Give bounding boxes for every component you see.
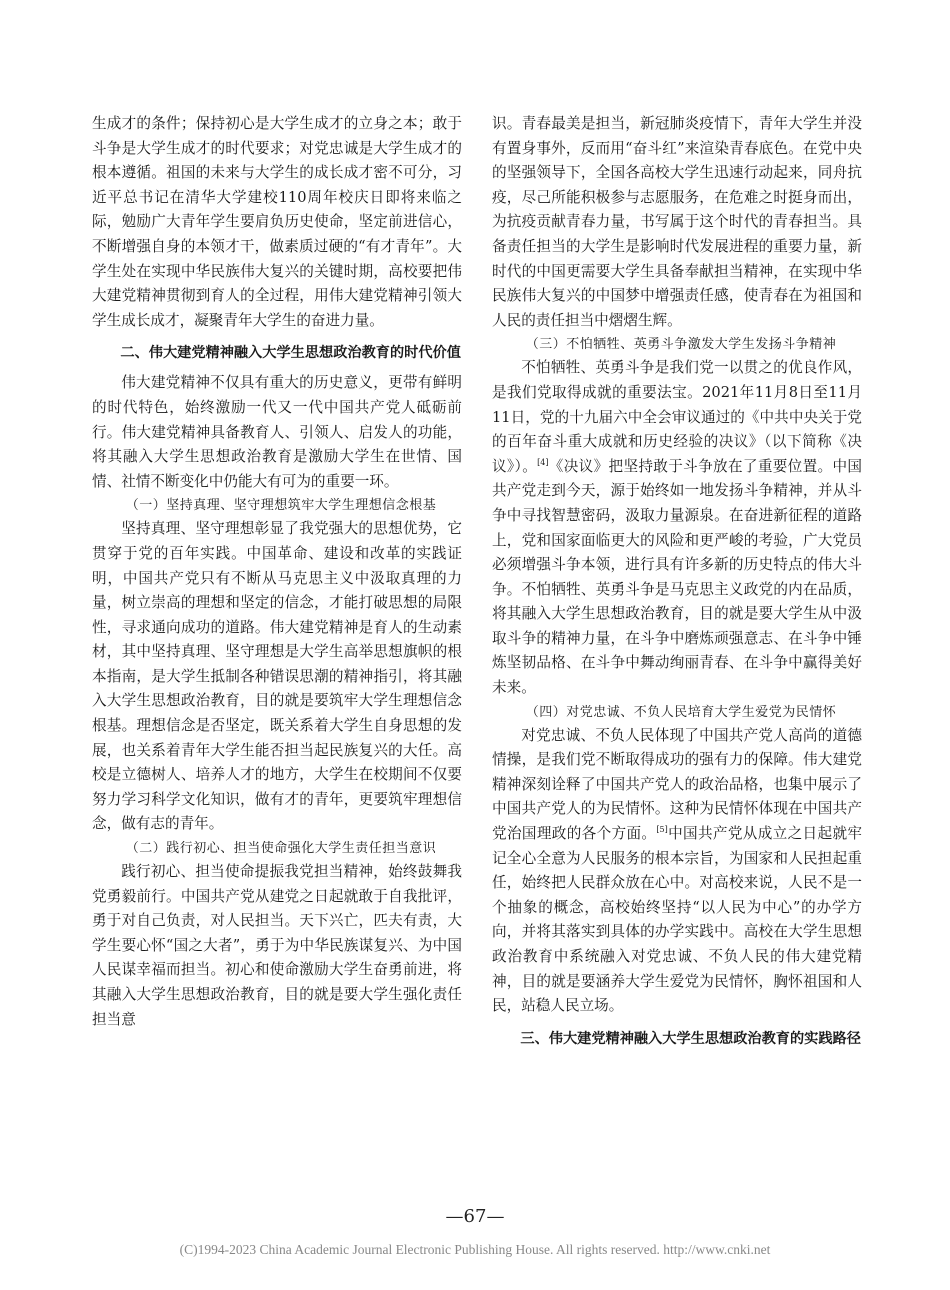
paragraph: 伟大建党精神不仅具有重大的历史意义，更带有鲜明的时代特色，始终激励一代又一代中国共产党人砥砺前行。伟大建党精神具备教育人、引领人、启发人的功能，将其融入大学生思想政治教育是激励大学生在世情、国情、社情不断变化中仍能大有可为的重要一环。 — [92, 374, 462, 490]
left-column — [92, 112, 462, 1032]
paragraph-text: 不怕牺牲、英勇斗争是我们党一以贯之的优良作风，是我们党取得成就的重要法宝。2021年11月8日至11月11日，党的十九届六中全会审议通过的《中共中央关于党的百年奋斗重大成就和历史经验的决议》（以下简称《决议》）。 — [492, 359, 862, 475]
paragraph-text: 对党忠诚、不负人民体现了中国共产党人高尚的道德情操，是我们党不断取得成功的强有力的保障。伟大建党精神深刻诠释了中国共产党人的政治品格，也集中展示了中国共产党人的为民情怀。这种为民情怀体现在中国共产党治国理政的各个方面。 — [492, 726, 862, 843]
subsection-heading: （三）不怕牺牲、英勇斗争激发大学生发扬斗争精神 — [525, 337, 837, 353]
citation-ref[interactable]: [4] — [537, 457, 549, 467]
citation-ref[interactable]: [5] — [656, 825, 668, 835]
page-number: —67— — [445, 1206, 505, 1227]
paragraph — [492, 356, 862, 700]
subsection-heading: （一）坚持真理、坚守理想筑牢大学生理想信念根基 — [125, 498, 437, 514]
section-heading: 三、伟大建党精神融入大学生思想政治教育的实践路径 — [520, 1030, 861, 1047]
paragraph: 坚持真理、坚守理想彰显了我党强大的思想优势，它贯穿于党的百年实践。中国革命、建设和改革的实践证明，中国共产党只有不断从马克思主义中汲取真理的力量，树立崇高的理想和坚定的信念，才能打破思想的局限性，寻求通向成功的道路。伟大建党精神是育人的生动素材，其中坚持真理、坚守理想是大学生高举思想旗帜的根本指南，是大学生抵制各种错误思潮的精神指引，将其融入大学生思想政治教育，目的就是要筑牢大学生理想信念根基。理想信念是否坚定，既关系着大学生自身思想的发展，也关系着青年大学生能否担当起民族复兴的大任。高校是立德树人、培养人才的地方，大学生在校期间不仅要努力学习科学文化知识，做有才的青年，更要筑牢理想信念，做有志的青年。 — [92, 520, 462, 833]
paragraph-text: 《决议》把坚持敢于斗争放在了重要位置。中国共产党走到今天，源于始终如一地发扬斗争精神，并从斗争中寻找智慧密码，汲取力量源泉。在奋进新征程的道路上，党和国家面临更大的风险和更严峻的考验，广大党员必须增强斗争本领，进行具有许多新的历史特点的伟大斗争。不怕牺牲、英勇斗争是马克思主义政党的内在品质，将其融入大学生思想政治教育，目的就是要大学生从中汲取斗争的精神力量，在斗争中磨炼顽强意志、在斗争中锤炼坚韧品格、在斗争中舞动绚丽青春、在斗争中赢得美好未来。 — [492, 457, 862, 697]
paragraph — [492, 724, 862, 1019]
paragraph: 生成才的条件；保持初心是大学生成才的立身之本；敢于斗争是大学生成才的时代要求；对党忠诚是大学生成才的根本遵循。祖国的未来与大学生的成长成才密不可分，习近平总书记在清华大学建校110周年校庆日即将来临之际，勉励广大青年学生要肩负历史使命，坚定前进信心，不断增强自身的本领才干，做素质过硬的“有才青年”。大学生处在实现中华民族伟大复兴的关键时期，高校要把伟大建党精神贯彻到育人的全过程，用伟大建党精神引领大学生成长成才，凝聚青年大学生的奋进力量。 — [92, 115, 462, 329]
paragraph-text: 中国共产党从成立之日起就牢记全心全意为人民服务的根本宗旨，为国家和人民担起重任，始终把人民群众放在心中。对高校来说，人民不是一个抽象的概念，高校始终坚持“以人民为中心”的办学方向，并将其落实到具体的办学实践中。高校在大学生思想政治教育中系统融入对党忠诚、不负人民的伟大建党精神，目的就是要涵养大学生爱党为民情怀，胸怀祖国和人民，站稳人民立场。 — [492, 825, 862, 1015]
subsection-heading: （四）对党忠诚、不负人民培育大学生爱党为民情怀 — [525, 704, 837, 720]
section-heading: 二、伟大建党精神融入大学生思想政治教育的时代价值 — [120, 345, 461, 362]
paragraph: 识。青春最美是担当，新冠肺炎疫情下，青年大学生并没有置身事外，反而用“奋斗红”来渲染青春底色。在党中央的坚强领导下，全国各高校大学生迅速行动起来，同舟抗疫，尽己所能积极参与志愿服务，在危难之时挺身而出，为抗疫贡献青春力量，书写属于这个时代的青春担当。具备责任担当的大学生是影响时代发展进程的重要力量，新时代的中国更需要大学生具备奉献担当精神，在实现中华民族伟大复兴的中国梦中增强责任感，使青春在为祖国和人民的责任担当中熠熠生辉。 — [492, 115, 862, 329]
paragraph: 践行初心、担当使命提振我党担当精神，始终鼓舞我党勇毅前行。中国共产党从建党之日起就敢于自我批评，勇于对自己负责，对人民担当。天下兴亡，匹夫有责，大学生要心怀“国之大者”，勇于为中华民族谋复兴、为中国人民谋幸福而担当。初心和使命激励大学生奋勇前进，将其融入大学生思想政治教育，目的就是要大学生强化责任担当意 — [92, 863, 462, 1028]
subsection-heading: （二）践行初心、担当使命强化大学生责任担当意识 — [125, 841, 437, 857]
copyright-footer: (C)1994-2023 China Academic Journal Electronic Publishing House. All rights reserved. http://www.cnki.net — [179, 1242, 771, 1257]
right-column — [492, 112, 862, 1057]
